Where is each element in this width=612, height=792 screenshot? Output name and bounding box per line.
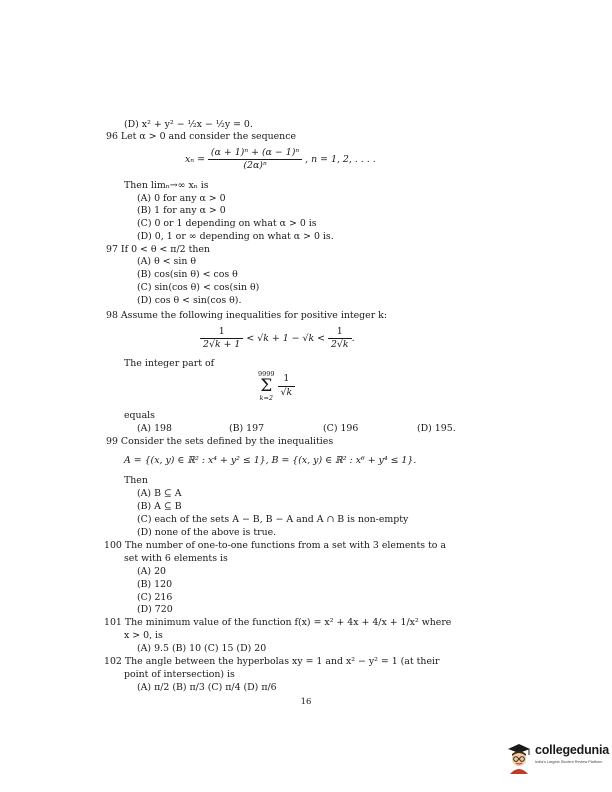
logo-brand-text: collegedunia <box>535 743 610 757</box>
q98-fraction-left-num: 1 <box>200 326 243 339</box>
q96-option-d: (D) 0, 1 or ∞ depending on what α > 0 is. <box>137 231 334 242</box>
q96-option-a: (A) 0 for any α > 0 <box>137 193 226 204</box>
q98-middle: < √k + 1 − √k < <box>246 333 325 345</box>
q96-stem: 96 Let α > 0 and consider the sequence <box>106 131 296 142</box>
q102-stem-line2: point of intersection) is <box>124 669 235 680</box>
q98-stem: 98 Assume the following inequalities for positive integer k: <box>106 310 388 321</box>
q98-sum-den: √k <box>280 386 293 398</box>
student-mascot-icon <box>505 740 533 774</box>
q96-fraction <box>208 147 302 172</box>
q98-inequality <box>200 326 355 351</box>
q100-option-c: (C) 216 <box>137 592 173 603</box>
q99-option-a: (A) B ⊆ A <box>137 488 182 499</box>
q98-period: . <box>351 333 355 345</box>
q96-denominator: (2α)ⁿ <box>243 160 267 172</box>
q96-numerator: (α + 1)ⁿ + (α − 1)ⁿ <box>208 147 302 160</box>
q96-option-c: (C) 0 or 1 depending on what α > 0 is <box>137 218 317 229</box>
collegedunia-logo <box>505 740 612 780</box>
q98-fraction-right-num: 1 <box>328 326 352 339</box>
q97-option-b: (B) cos(sin θ) < cos θ <box>137 269 238 280</box>
q99-option-b: (B) A ⊆ B <box>137 501 182 512</box>
q99-sets: A = {(x, y) ∈ ℝ² : x⁴ + y² ≤ 1}, B = {(x, y) ∈ ℝ² : x⁶ + y⁴ ≤ 1}. <box>124 455 417 466</box>
q100-option-a: (A) 20 <box>137 566 166 577</box>
q98-fraction-right-den: 2√k <box>330 339 349 351</box>
q98-sigma <box>258 371 275 401</box>
q98-sum-lower: k=2 <box>259 393 274 402</box>
q98-option-a: (A) 198 <box>137 423 172 434</box>
q99-option-d: (D) none of the above is true. <box>137 527 277 538</box>
q98-fraction-right <box>328 326 352 351</box>
logo-tagline: India's Largest Student Review Platform <box>535 760 603 764</box>
q98-sum-num: 1 <box>278 373 296 386</box>
q98-sum-upper: 9999 <box>258 370 275 378</box>
q101-options: (A) 9.5 (B) 10 (C) 15 (D) 20 <box>137 643 267 654</box>
q100-option-b: (B) 120 <box>137 579 173 590</box>
q98-option-b: (B) 197 <box>229 423 265 434</box>
q95-option-d: (D) x² + y² − ½x − ½y = 0. <box>124 119 253 130</box>
q102-options: (A) π/2 (B) π/3 (C) π/4 (D) π/6 <box>137 682 277 693</box>
page-number: 16 <box>300 697 312 707</box>
q100-stem-line2: set with 6 elements is <box>124 553 228 564</box>
q100-option-d: (D) 720 <box>137 604 173 615</box>
q98-integer-part: The integer part of <box>124 358 215 369</box>
q98-option-c: (C) 196 <box>323 423 359 434</box>
q96-option-b: (B) 1 for any α > 0 <box>137 205 226 216</box>
q99-stem: 99 Consider the sets defined by the inequalities <box>106 436 334 447</box>
q97-option-a: (A) θ < sin θ <box>137 256 196 267</box>
q99-option-c: (C) each of the sets A − B, B − A and A ∩ B is non-empty <box>137 514 409 525</box>
q96-then: Then limₙ→∞ xₙ is <box>124 180 209 191</box>
q101-stem-line1: 101 The minimum value of the function f(x) = x² + 4x + 4/x + 1/x² where <box>104 617 452 628</box>
q96-rhs: , n = 1, 2, . . . . <box>305 154 376 166</box>
q98-sum-fraction <box>278 373 296 398</box>
q98-equals: equals <box>124 410 155 421</box>
q97-option-c: (C) sin(cos θ) < cos(sin θ) <box>137 282 260 293</box>
q98-fraction-left-den: 2√k + 1 <box>203 339 241 351</box>
q96-sequence-formula <box>185 147 376 172</box>
q98-fraction-left <box>200 326 243 351</box>
q98-sigma-symbol: Σ <box>260 375 273 396</box>
q97-option-d: (D) cos θ < sin(cos θ). <box>137 295 242 306</box>
q97-stem: 97 If 0 < θ < π/2 then <box>106 244 210 255</box>
q98-sum <box>258 371 295 401</box>
q98-option-d: (D) 195. <box>417 423 456 434</box>
q100-stem-line1: 100 The number of one-to-one functions from a set with 3 elements to a <box>104 540 446 551</box>
q99-then: Then <box>124 475 148 486</box>
q96-lhs: xₙ = <box>185 154 205 166</box>
q101-stem-line2: x > 0, is <box>124 630 163 641</box>
q102-stem-line1: 102 The angle between the hyperbolas xy = 1 and x² − y² = 1 (at their <box>104 656 440 667</box>
